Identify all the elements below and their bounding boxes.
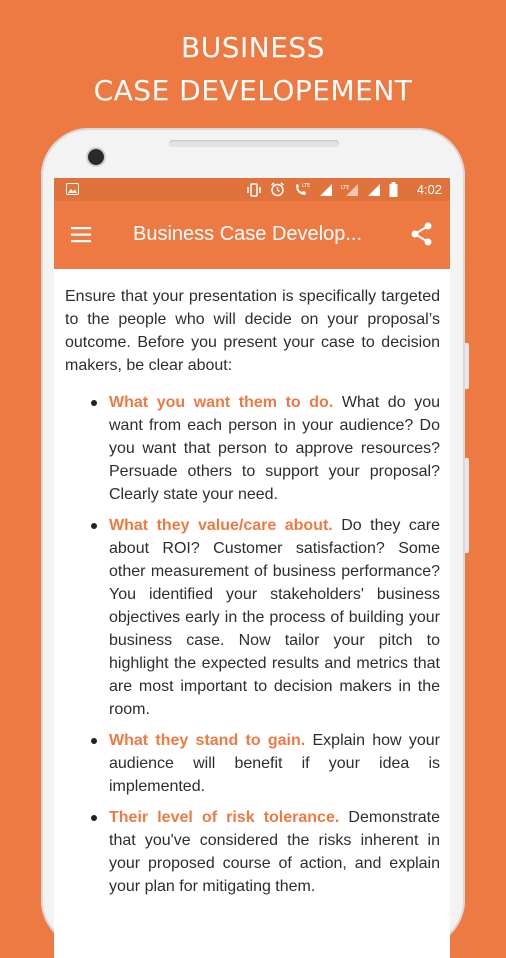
battery-icon <box>389 182 398 200</box>
volume-button <box>465 343 469 389</box>
list-item <box>109 806 440 898</box>
lte-signal-icon <box>341 183 359 200</box>
list-item-text: What do you want from each person in your audience? Do you want that person to approve resources? Persuade others to support your proposal? Clearly state your need. <box>109 394 440 503</box>
hamburger-menu-icon[interactable] <box>71 225 93 245</box>
app-title: Business Case Develop... <box>133 223 363 245</box>
list-item <box>109 514 440 721</box>
list-item-text: Demonstrate that you've considered the risks inherent in your proposed course of action, and explain your plan for mitigating them. <box>109 809 440 895</box>
article-list <box>65 391 440 898</box>
signal-icon <box>367 183 381 200</box>
volte-call-icon <box>293 182 311 200</box>
promo-title-line1: BUSINESS <box>181 31 325 64</box>
article-intro: Ensure that your presentation is specifically targeted to the people who will decide on your proposal’s outcome. Before you present your case to decision makers, be clear about: <box>65 288 440 374</box>
promo-title <box>0 26 506 112</box>
status-bar <box>54 178 450 201</box>
power-button <box>465 458 469 553</box>
earpiece-speaker <box>169 140 339 147</box>
list-item-heading: Their level of risk tolerance. <box>109 809 340 826</box>
screen <box>54 178 450 958</box>
phone-frame <box>41 128 465 948</box>
list-item <box>109 729 440 798</box>
front-camera <box>88 149 104 165</box>
vibrate-icon <box>246 183 262 200</box>
app-bar <box>54 201 450 269</box>
list-item-heading: What they stand to gain. <box>109 732 306 749</box>
svg-text:LTE: LTE <box>302 183 311 189</box>
list-item-text: Do they care about ROI? Customer satisfaction? Some other measurement of business performance? You identified your stakeholders' business objectives early in the process of building your business case. Now tailor your pitch to highlight the expected results and metrics that are most important to decision makers in the room. <box>109 517 441 718</box>
article-content <box>65 285 440 906</box>
image-icon <box>66 183 79 198</box>
list-item-text: Explain how your audience will benefit if your idea is implemented. <box>109 732 440 795</box>
list-item-heading: What you want them to do. <box>109 394 334 411</box>
list-item <box>109 391 440 506</box>
promo-title-line2: CASE DEVELOPEMENT <box>93 74 413 107</box>
status-time: 4:02 <box>416 182 442 197</box>
list-item-heading: What they value/care about. <box>109 517 333 534</box>
signal-icon <box>319 183 333 200</box>
share-icon[interactable] <box>409 221 435 247</box>
svg-text:LTE: LTE <box>341 184 350 191</box>
alarm-icon <box>270 182 285 200</box>
